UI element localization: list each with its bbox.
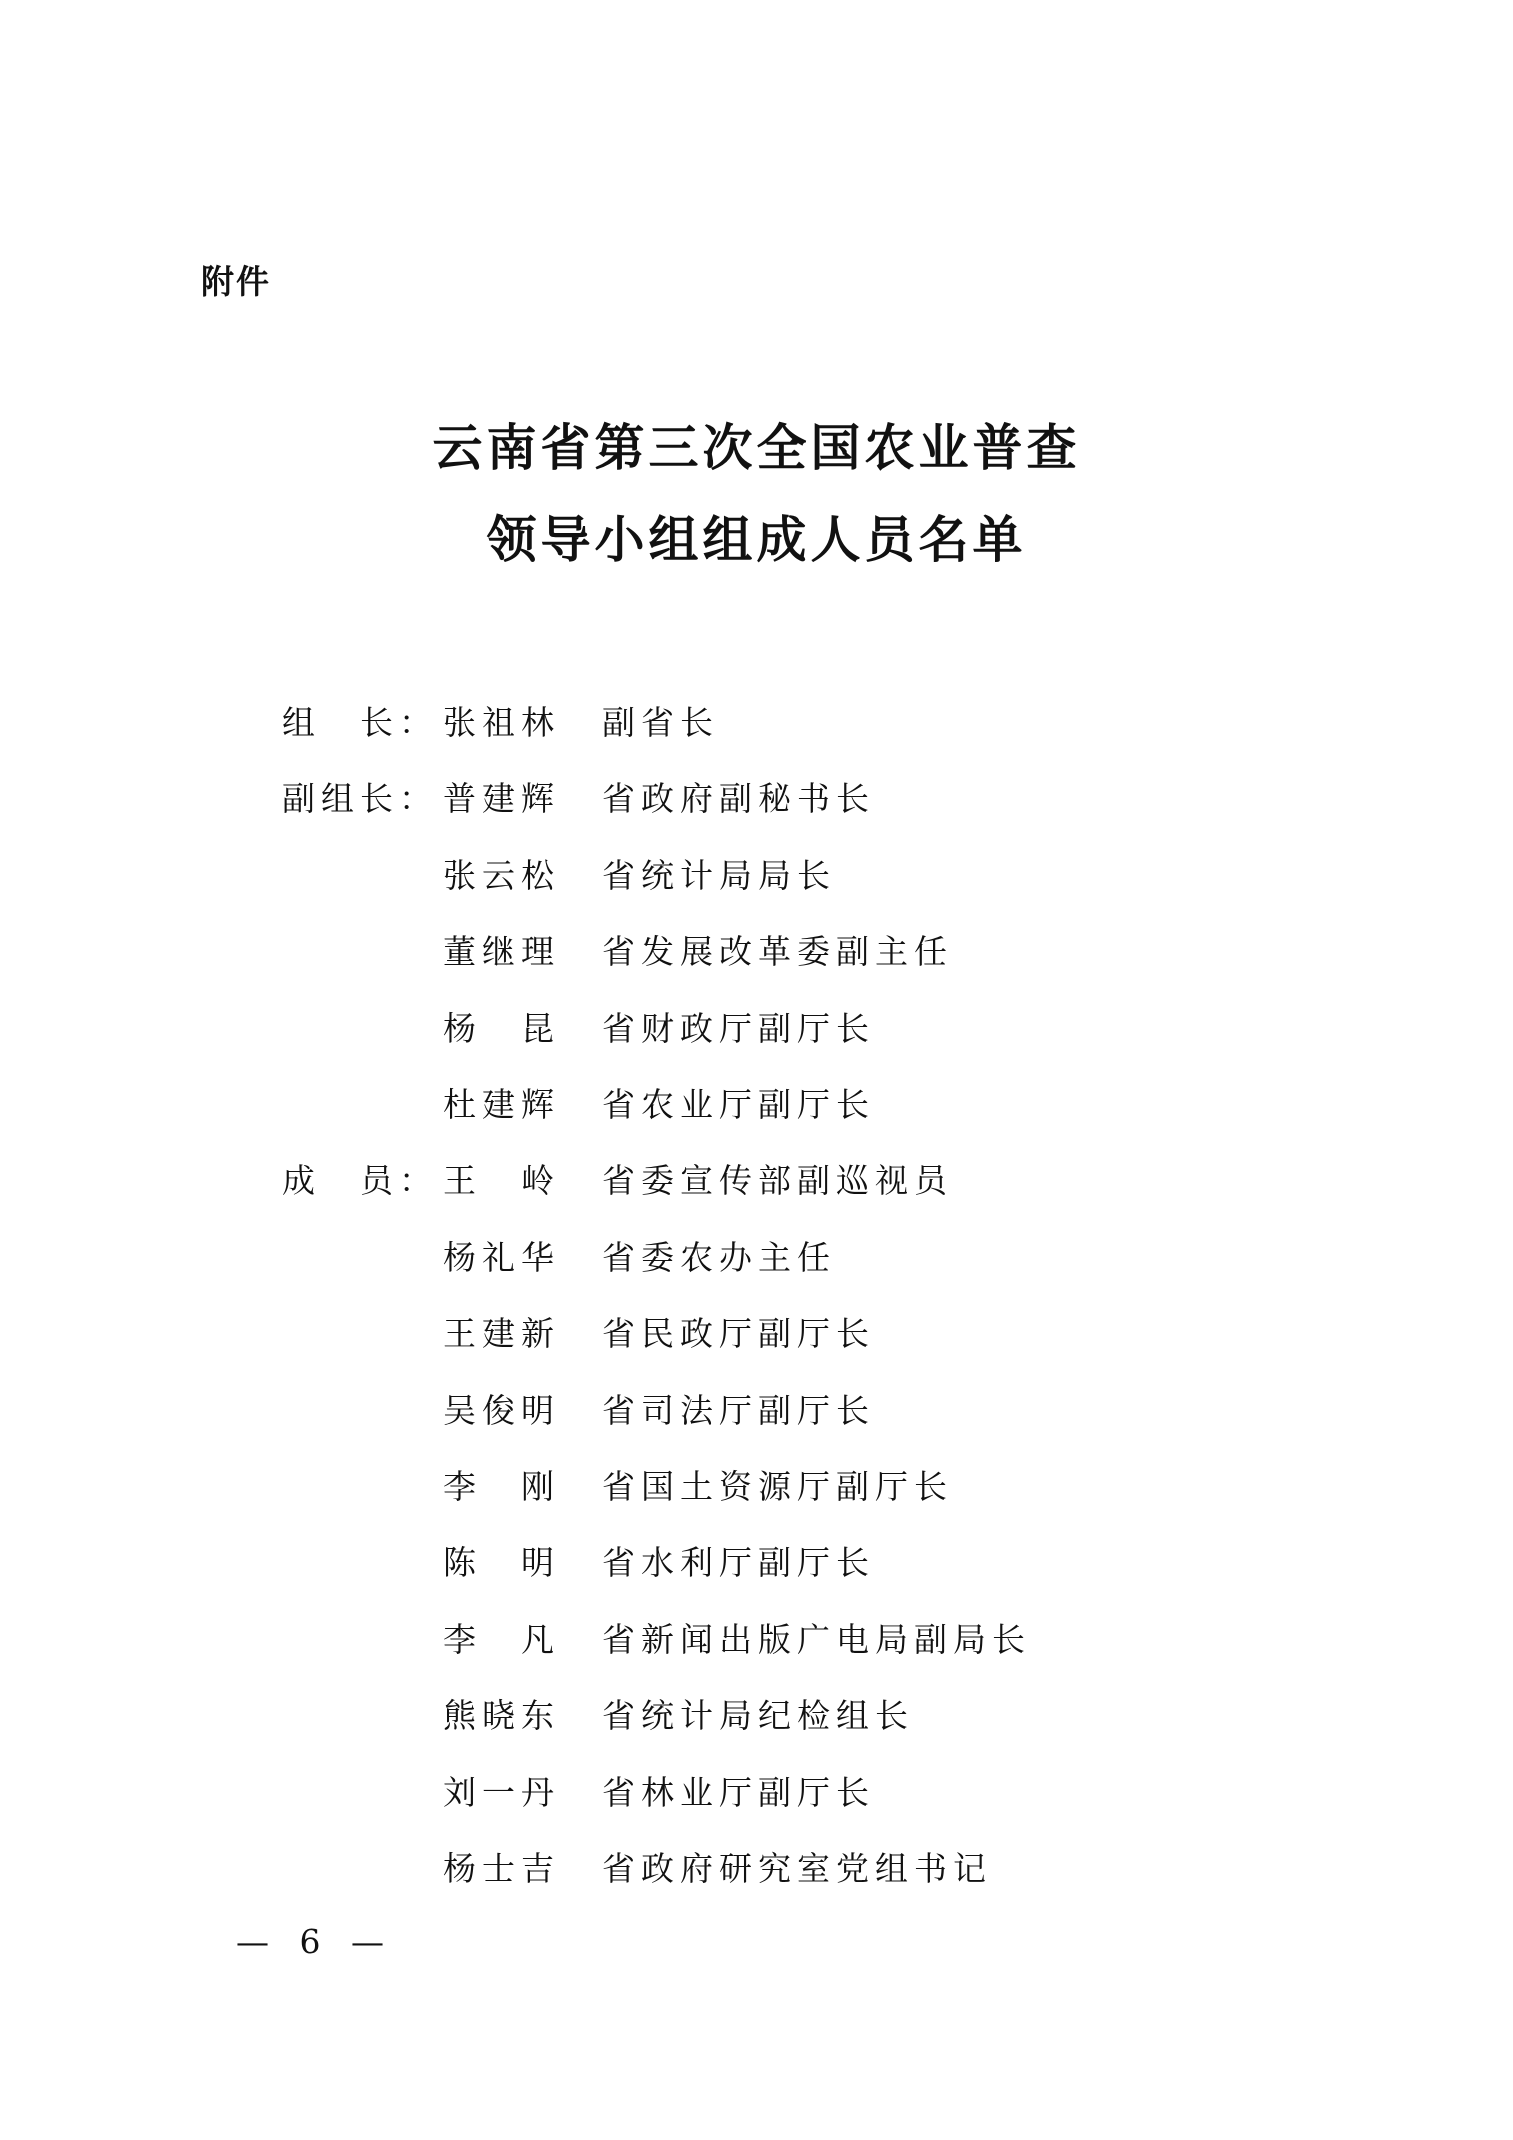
roster-row xyxy=(0,1230,1513,1286)
roster-name: 陈 明 xyxy=(443,1543,560,1582)
roster-post: 省水利厅副厅长 xyxy=(602,1543,875,1582)
roster-name: 董继理 xyxy=(443,932,560,971)
roster-row xyxy=(0,1306,1513,1362)
roster-post: 省统计局局长 xyxy=(602,856,836,895)
roster-post: 省国土资源厅副厅长 xyxy=(602,1467,953,1506)
roster-row xyxy=(0,1688,1513,1744)
document-title-line-1: 云南省第三次全国农业普查 xyxy=(432,418,1081,477)
roster-row xyxy=(0,1459,1513,1515)
roster-post: 省民政厅副厅长 xyxy=(602,1314,875,1353)
roster-row xyxy=(0,1612,1513,1668)
roster-row xyxy=(0,1765,1513,1821)
roster-row xyxy=(0,695,1513,751)
roster-name: 杨士吉 xyxy=(443,1849,560,1888)
roster-row xyxy=(0,771,1513,827)
roster-name: 杜建辉 xyxy=(443,1085,560,1124)
roster-post: 副省长 xyxy=(602,703,719,742)
roster-name: 王 岭 xyxy=(443,1161,560,1200)
roster-row xyxy=(0,848,1513,904)
roster-post: 省新闻出版广电局副局长 xyxy=(602,1620,1031,1659)
roster-row xyxy=(0,924,1513,980)
roster-row xyxy=(0,1077,1513,1133)
roster-name: 熊晓东 xyxy=(443,1696,560,1735)
roster-post: 省政府副秘书长 xyxy=(602,779,875,818)
roster-row xyxy=(0,1383,1513,1439)
roster-post: 省政府研究室党组书记 xyxy=(602,1849,992,1888)
roster-name: 刘一丹 xyxy=(443,1773,560,1812)
roster-name: 李 凡 xyxy=(443,1620,560,1659)
roster-row xyxy=(0,1535,1513,1591)
roster-post: 省委农办主任 xyxy=(602,1238,836,1277)
roster-name: 杨礼华 xyxy=(443,1238,560,1277)
roster-post: 省财政厅副厅长 xyxy=(602,1009,875,1048)
roster-name: 吴俊明 xyxy=(443,1391,560,1430)
roster-post: 省发展改革委副主任 xyxy=(602,932,953,971)
document-title-line-2: 领导小组组成人员名单 xyxy=(486,510,1027,569)
roster-row xyxy=(0,1841,1513,1897)
roster-role: 组 长： xyxy=(282,703,438,742)
roster-post: 省农业厅副厅长 xyxy=(602,1085,875,1124)
roster-name: 普建辉 xyxy=(443,779,560,818)
roster-post: 省司法厅副厅长 xyxy=(602,1391,875,1430)
roster-name: 王建新 xyxy=(443,1314,560,1353)
roster-role: 副组长： xyxy=(282,779,438,818)
roster-post: 省委宣传部副巡视员 xyxy=(602,1161,953,1200)
roster-row xyxy=(0,1153,1513,1209)
roster-name: 张祖林 xyxy=(443,703,560,742)
roster-name: 张云松 xyxy=(443,856,560,895)
attachment-label: 附件 xyxy=(201,262,271,301)
roster-name: 杨 昆 xyxy=(443,1009,560,1048)
page-number: — 6 — xyxy=(236,1922,394,1961)
roster-post: 省林业厅副厅长 xyxy=(602,1773,875,1812)
roster-role: 成 员： xyxy=(282,1161,438,1200)
roster-post: 省统计局纪检组长 xyxy=(602,1696,914,1735)
roster-name: 李 刚 xyxy=(443,1467,560,1506)
roster-row xyxy=(0,1001,1513,1057)
